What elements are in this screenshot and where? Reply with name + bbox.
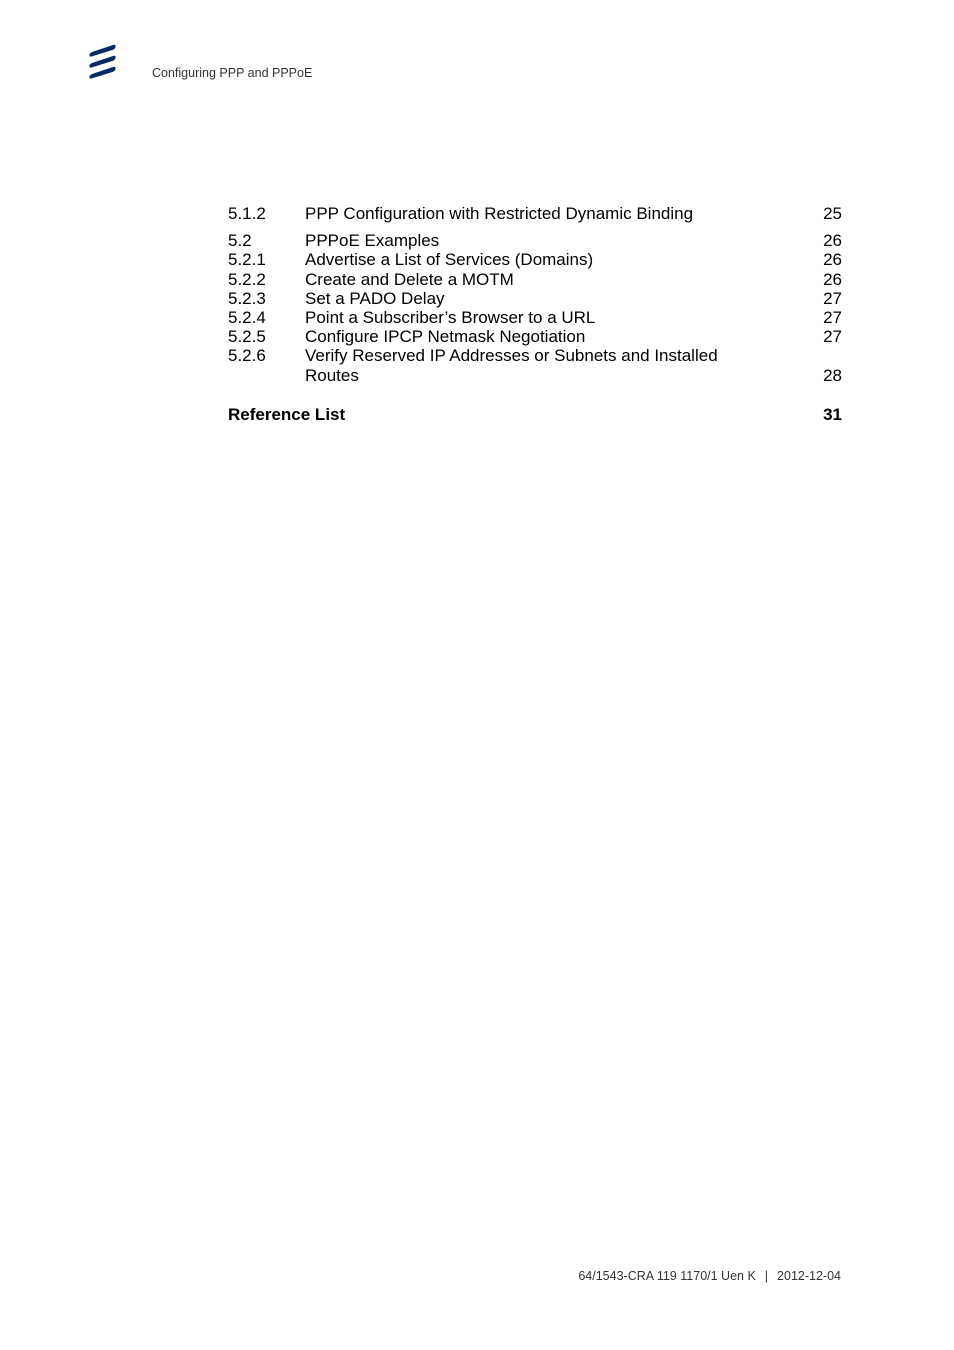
toc-section-title: Set a PADO Delay [305,288,445,308]
toc-entry[interactable] [228,204,842,223]
toc-section-number: 5.2.5 [228,327,266,347]
toc-section-title: Configure IPCP Netmask Negotiation [305,327,586,347]
toc-section-number: 5.2.4 [228,308,266,328]
toc-section-number: 5.2.1 [228,250,266,270]
toc-entry[interactable] [228,250,842,269]
toc-entry[interactable] [228,346,842,384]
toc-section-title: Advertise a List of Services (Domains) [305,250,594,270]
toc-entry[interactable] [228,308,842,327]
toc-page-number: 27 [823,288,842,308]
toc-page-number: 27 [823,308,842,328]
toc-entry[interactable] [228,327,842,346]
toc-section-title: PPP Configuration with Restricted Dynamic Binding [305,204,694,223]
document-id: 64/1543-CRA 119 1170/1 Uen K [578,1269,756,1283]
toc-section-title: PPPoE Examples [305,231,440,251]
page-footer [578,1269,841,1283]
toc-page-number: 26 [823,231,842,251]
footer-separator: | [764,1269,769,1283]
toc-page-number: 28 [823,365,842,385]
toc-section-number: 5.1.2 [228,204,266,223]
toc-page-number: 26 [823,269,842,289]
toc-section-title: Verify Reserved IP Addresses or Subnets and Installed Routes [305,346,718,385]
toc-entry[interactable] [228,289,842,308]
toc-section-title: Reference List [228,404,346,424]
toc-entry[interactable] [228,231,842,250]
toc-section-title: Point a Subscriber’s Browser to a URL [305,308,596,328]
toc-section-number: 5.2.3 [228,288,266,308]
toc-section-number: 5.2.6 [228,346,266,366]
toc-entry-reference-list[interactable] [228,405,842,424]
table-of-contents [228,204,842,424]
toc-section-number: 5.2.2 [228,269,266,289]
toc-page-number: 26 [823,250,842,270]
document-date: 2012-12-04 [777,1269,841,1283]
toc-section-number: 5.2 [228,231,252,251]
toc-page-number: 25 [823,204,842,223]
ericsson-logo-icon [88,44,118,80]
toc-page-number: 31 [823,404,842,424]
toc-section-title: Create and Delete a MOTM [305,269,514,289]
running-title: Configuring PPP and PPPoE [152,66,313,80]
toc-page-number: 27 [823,327,842,347]
toc-entry[interactable] [228,270,842,289]
